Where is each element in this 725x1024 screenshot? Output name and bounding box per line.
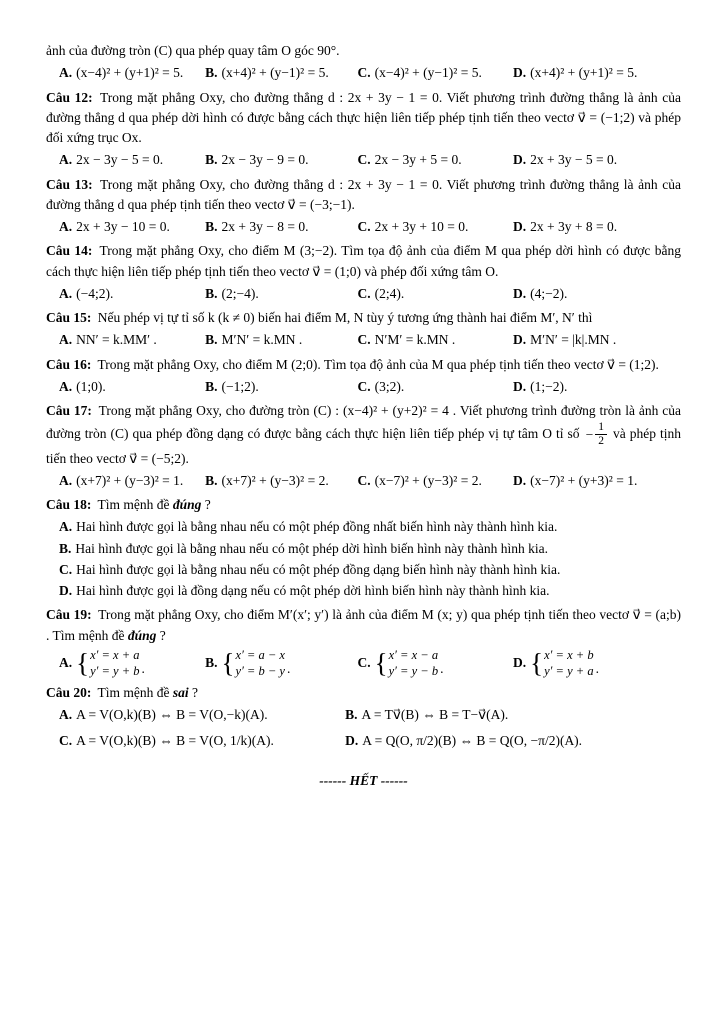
question-16 <box>46 355 681 398</box>
option-text: (−1;2). <box>221 378 259 394</box>
options-row <box>46 471 681 491</box>
options-row <box>46 284 681 304</box>
question-16-option-a <box>59 377 205 397</box>
option-label: C. <box>357 332 371 348</box>
question-16-option-c <box>358 377 514 397</box>
question-18-option-a <box>59 517 681 537</box>
option-text: (1;0). <box>76 378 106 394</box>
question-15 <box>46 308 681 351</box>
question-number: Câu 15: <box>46 310 92 325</box>
option-text: 2x − 3y − 5 = 0. <box>76 152 164 168</box>
options-grid <box>46 705 681 751</box>
question-text-part1: Trong mặt phẳng Oxy, cho đường tròn (C) : (x−4)² + (y+2)² = 4 . Viết phương trình đường tròn là ảnh của đường tròn (C) qua phép đồng dạng có được bằng cách thực hiện liên tiếp phép vị tự tâm O tỉ số <box>46 403 681 442</box>
option-label: C. <box>357 219 371 234</box>
option-label: D. <box>345 732 359 748</box>
option-period: . <box>595 660 599 676</box>
option-label: B. <box>345 707 358 723</box>
option-text: Hai hình được gọi là bằng nhau nếu có một phép dời hình biến hình này thành hình kia. <box>75 540 549 556</box>
question-14-option-c <box>358 284 514 304</box>
option-text: A = Q(O, π/2)(B) ⇔ B = Q(O, −π/2)(A). <box>362 732 583 748</box>
question-stem <box>46 241 681 282</box>
option-text: NN′ = k.MM′ . <box>76 332 157 348</box>
option-period: . <box>286 660 291 676</box>
option-label: A. <box>59 472 73 488</box>
fraction <box>586 421 607 448</box>
fraction-sign: − <box>585 426 594 442</box>
option-label: B. <box>59 540 72 556</box>
option-label: D. <box>513 332 527 348</box>
question-15-option-d <box>513 330 681 350</box>
option-label: A. <box>59 378 73 394</box>
question-stem <box>46 683 681 703</box>
question-stem <box>46 495 681 515</box>
option-label: D. <box>513 378 527 394</box>
option-label: C. <box>357 472 371 488</box>
intro-option-b <box>205 63 357 83</box>
options-row <box>46 330 681 350</box>
options-row <box>46 377 681 397</box>
question-16-option-b <box>205 377 357 397</box>
option-text: 2x + 3y + 10 = 0. <box>374 219 469 234</box>
options-row <box>46 648 681 679</box>
options-row <box>46 217 681 237</box>
question-19-option-a <box>59 648 205 679</box>
option-label: C. <box>357 65 371 81</box>
option-text: (2;4). <box>374 285 405 301</box>
option-text: 2x + 3y + 8 = 0. <box>530 219 618 234</box>
question-text: Tìm mệnh đề <box>97 685 170 701</box>
question-14-option-d <box>513 284 681 304</box>
question-text: Tìm mệnh đề <box>97 497 170 513</box>
question-17 <box>46 401 681 491</box>
question-stem <box>46 355 681 375</box>
equation-line2: y′ = y − b <box>388 663 439 678</box>
option-text: M′N′ = k.MN . <box>221 332 303 348</box>
question-stem <box>46 175 681 216</box>
question-number: Câu 14: <box>46 243 93 259</box>
question-13-option-d <box>513 217 681 237</box>
question-stem <box>46 308 681 328</box>
option-text: N′M′ = k.MN . <box>374 332 456 348</box>
option-text: A = Tv⃗(B) ⇔ B = T−v⃗(A). <box>361 707 509 723</box>
question-20 <box>46 683 681 751</box>
option-text: (2;−4). <box>221 285 259 301</box>
option-label: C. <box>357 152 371 168</box>
option-text: Hai hình được gọi là bằng nhau nếu có một phép đồng dạng biến hình này thành hình kia. <box>76 561 561 577</box>
option-text: 2x − 3y − 9 = 0. <box>221 152 309 168</box>
question-15-option-c <box>358 330 514 350</box>
question-20-option-a <box>59 705 345 725</box>
option-label: B. <box>205 655 218 671</box>
question-text: Trong mặt phẳng Oxy, cho điểm M′(x′; y′) là ảnh của điểm M (x; y) qua phép tịnh tiến theo vectơ v⃗ = (a;b) . Tìm mệnh đề <box>46 607 681 643</box>
option-label: A. <box>59 707 73 723</box>
option-text: 2x + 3y − 8 = 0. <box>221 219 309 234</box>
question-12-option-b <box>205 150 357 170</box>
question-12-option-a <box>59 150 205 170</box>
option-text: 2x + 3y − 10 = 0. <box>76 219 170 234</box>
question-tail: ? <box>201 497 211 513</box>
option-label: C. <box>59 732 73 748</box>
question-tail: ? <box>188 685 199 701</box>
fraction-numerator: 1 <box>595 421 607 435</box>
option-label: A. <box>59 152 73 168</box>
question-13-option-b <box>205 217 357 237</box>
option-text: (x+7)² + (y−3)² = 2. <box>221 472 329 488</box>
option-text: (x+4)² + (y−1)² = 5. <box>221 65 329 81</box>
option-label: D. <box>513 65 527 81</box>
question-text: Nếu phép vị tự tỉ số k (k ≠ 0) biến hai điểm M, N tùy ý tương ứng thành hai điểm M′, N′ thì <box>97 310 593 325</box>
question-19 <box>46 605 681 679</box>
fraction-denominator: 2 <box>598 435 604 448</box>
options-list <box>46 517 681 601</box>
question-17-option-b <box>205 471 357 491</box>
option-text: (x−7)² + (y+3)² = 1. <box>530 472 638 488</box>
question-number: Câu 18: <box>46 497 92 513</box>
option-label: B. <box>205 152 218 168</box>
equation-line2: y′ = y + a <box>544 663 594 678</box>
option-label: D. <box>513 472 527 488</box>
brace-glyph: { <box>530 648 544 679</box>
question-18-option-d <box>59 581 681 601</box>
equation-line2: y′ = y + b <box>90 663 140 678</box>
option-text: (x−7)² + (y−3)² = 2. <box>374 472 482 488</box>
question-13 <box>46 175 681 238</box>
option-label: C. <box>357 378 371 394</box>
option-text: (4;−2). <box>530 285 568 301</box>
question-20-option-c <box>59 731 345 751</box>
question-19-option-d <box>513 648 681 679</box>
question-19-option-c <box>358 648 514 679</box>
option-label: B. <box>205 472 218 488</box>
option-label: D. <box>513 285 527 301</box>
option-label: B. <box>205 332 218 348</box>
option-text: A = V(O,k)(B) ⇔ B = V(O, 1/k)(A). <box>76 732 274 748</box>
question-17-option-c <box>358 471 514 491</box>
intro-text: ảnh của đường tròn (C) qua phép quay tâm O góc 90°. <box>46 43 340 58</box>
question-12 <box>46 88 681 171</box>
question-number: Câu 16: <box>46 356 92 372</box>
question-20-option-d <box>345 731 681 751</box>
option-label: B. <box>205 285 218 301</box>
question-17-option-a <box>59 471 205 491</box>
question-15-option-a <box>59 330 205 350</box>
brace-glyph: { <box>374 648 388 679</box>
question-number: Câu 19: <box>46 607 92 623</box>
question-12-option-c <box>358 150 514 170</box>
equation-line1: x′ = x − a <box>388 647 439 662</box>
question-16-option-d <box>513 377 681 397</box>
intro-option-c <box>358 63 514 83</box>
question-text: Trong mặt phẳng Oxy, cho điểm M (2;0). Tìm tọa độ ảnh của M qua phép tịnh tiến theo vectơ v⃗ = (1;2). <box>97 356 659 372</box>
equation-line1: x′ = a − x <box>235 647 285 662</box>
option-label: D. <box>513 219 527 234</box>
option-label: A. <box>59 219 73 234</box>
question-14-option-b <box>205 284 357 304</box>
option-label: B. <box>205 378 218 394</box>
question-stem <box>46 605 681 646</box>
option-text: Hai hình được gọi là bằng nhau nếu có một phép đồng nhất biến hình này thành hình kia. <box>76 519 558 535</box>
question-17-option-d <box>513 471 681 491</box>
option-text: A = V(O,k)(B) ⇔ B = V(O,−k)(A). <box>76 707 268 723</box>
option-text: (x+4)² + (y+1)² = 5. <box>530 65 638 81</box>
question-stem <box>46 88 681 149</box>
option-text: 2x − 3y + 5 = 0. <box>374 152 462 168</box>
question-18 <box>46 495 681 601</box>
option-period: . <box>440 660 444 676</box>
question-text: Trong mặt phẳng Oxy, cho đường thẳng d : 2x + 3y − 1 = 0. Viết phương trình đường thẳng là ảnh của đường thẳng d qua phép tịnh tiến theo vectơ v⃗ = (−3;−1). <box>46 176 681 212</box>
question-number: Câu 20: <box>46 685 92 701</box>
option-label: B. <box>205 65 218 81</box>
question-14 <box>46 241 681 304</box>
brace-glyph: { <box>76 648 90 679</box>
equation-line2: y′ = b − y <box>235 663 285 678</box>
option-label: A. <box>59 65 73 81</box>
question-text-part2: và phép tịnh tiến theo vectơ v⃗ = (−5;2). <box>46 426 682 466</box>
question-text: Trong mặt phẳng Oxy, cho đường thẳng d : 2x + 3y − 1 = 0. Viết phương trình đường thẳng là ảnh của đường thẳng d qua phép dời hình có được bằng cách thực hiện liên tiếp phép tịnh tiến theo vectơ v⃗ = (−1;2) và phép đối xứng trục Ox. <box>46 89 681 145</box>
intro-line <box>46 41 681 61</box>
intro-options-row <box>46 63 681 83</box>
intro-option-a <box>59 63 205 83</box>
question-18-option-b <box>59 539 681 559</box>
question-number: Câu 13: <box>46 176 93 192</box>
question-tail: ? <box>156 627 166 643</box>
option-text: (x−4)² + (y−1)² = 5. <box>374 65 482 81</box>
question-14-option-a <box>59 284 205 304</box>
question-13-option-a <box>59 217 205 237</box>
end-marker: ------ HẾT ------ <box>319 772 408 788</box>
option-text: (1;−2). <box>530 378 568 394</box>
question-19-option-b <box>205 648 357 679</box>
option-label: B. <box>205 219 218 234</box>
option-period: . <box>141 660 145 676</box>
question-12-option-d <box>513 150 681 170</box>
question-15-option-b <box>205 330 357 350</box>
equation-line1: x′ = x + a <box>90 647 140 662</box>
option-text: (x−4)² + (y+1)² = 5. <box>76 65 184 81</box>
option-label: D. <box>513 152 527 168</box>
question-13-option-c <box>358 217 514 237</box>
option-label: C. <box>59 561 73 577</box>
option-text: M′N′ = |k|.MN . <box>530 332 617 348</box>
option-label: A. <box>59 655 73 671</box>
option-label: D. <box>59 583 73 599</box>
option-label: C. <box>357 655 371 671</box>
question-18-option-c <box>59 560 681 580</box>
option-label: A. <box>59 519 73 535</box>
emphasis-word: đúng <box>172 497 202 513</box>
options-row <box>46 150 681 170</box>
question-number: Câu 12: <box>46 89 93 105</box>
option-label: C. <box>357 285 371 301</box>
brace-glyph: { <box>221 648 235 679</box>
option-label: A. <box>59 285 73 301</box>
question-text: Trong mặt phẳng Oxy, cho điểm M (3;−2). Tìm tọa độ ảnh của điểm M qua phép dời hình có được bằng cách thực hiện liên tiếp phép tịnh tiến theo vectơ v⃗ = (1;0) và phép đối xứng tâm O. <box>46 243 681 279</box>
option-text: Hai hình được gọi là đồng dạng nếu có một phép dời hình biến hình này thành hình kia. <box>76 583 550 599</box>
equation-line1: x′ = x + b <box>544 647 594 662</box>
option-text: (3;2). <box>374 378 405 394</box>
emphasis-word: sai <box>172 685 189 701</box>
emphasis-word: đúng <box>127 627 157 643</box>
question-stem <box>46 401 681 469</box>
question-20-option-b <box>345 705 681 725</box>
option-text: (−4;2). <box>76 285 114 301</box>
question-number: Câu 17: <box>46 403 92 418</box>
option-label: D. <box>513 655 527 671</box>
intro-option-d <box>513 63 681 83</box>
option-text: (x+7)² + (y−3)² = 1. <box>76 472 184 488</box>
option-text: 2x + 3y − 5 = 0. <box>530 152 618 168</box>
option-label: A. <box>59 332 73 348</box>
